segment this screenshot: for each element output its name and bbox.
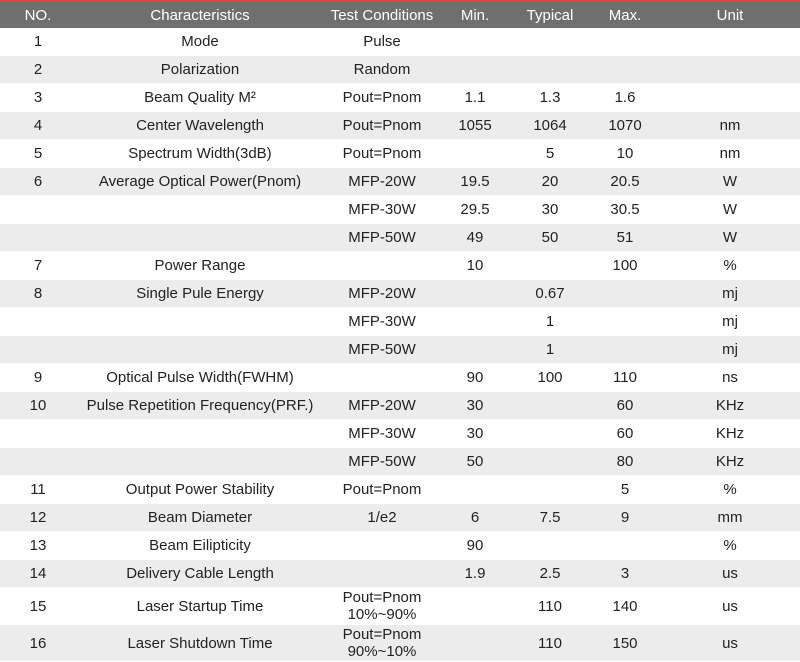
table-row — [0, 476, 800, 504]
cell-unit: % — [660, 476, 800, 504]
cell-no: 1 — [0, 28, 76, 56]
cell-max: 30.5 — [590, 196, 660, 224]
cell-characteristic: Delivery Cable Length — [76, 560, 324, 588]
cell-test-condition: MFP-30W — [324, 420, 440, 448]
specifications-table — [0, 2, 800, 662]
cell-min: 50 — [440, 448, 510, 476]
cell-unit: KHz — [660, 448, 800, 476]
cell-typical: 110 — [510, 625, 590, 662]
table-row — [0, 28, 800, 56]
table-row — [0, 420, 800, 448]
cell-typical: 2.5 — [510, 560, 590, 588]
cell-typical: 100 — [510, 364, 590, 392]
cell-characteristic — [76, 448, 324, 476]
cell-characteristic: Output Power Stability — [76, 476, 324, 504]
cell-typical — [510, 532, 590, 560]
cell-min: 49 — [440, 224, 510, 252]
cell-min — [440, 588, 510, 625]
cell-max: 5 — [590, 476, 660, 504]
cell-min — [440, 28, 510, 56]
cell-max: 80 — [590, 448, 660, 476]
cell-characteristic — [76, 336, 324, 364]
cell-characteristic: Optical Pulse Width(FWHM) — [76, 364, 324, 392]
cell-no: 4 — [0, 112, 76, 140]
cell-typical — [510, 448, 590, 476]
cell-max — [590, 28, 660, 56]
header-test-conditions: Test Conditions — [324, 2, 440, 28]
condition-line-2: 10%~90% — [347, 606, 417, 623]
cell-characteristic: Polarization — [76, 56, 324, 84]
table-row — [0, 504, 800, 532]
cell-no: 12 — [0, 504, 76, 532]
cell-min: 90 — [440, 364, 510, 392]
cell-typical: 110 — [510, 588, 590, 625]
table-row — [0, 308, 800, 336]
header-row — [0, 2, 800, 28]
cell-min: 30 — [440, 420, 510, 448]
cell-characteristic: Power Range — [76, 252, 324, 280]
cell-typical — [510, 420, 590, 448]
cell-min — [440, 308, 510, 336]
cell-characteristic: Beam Quality M² — [76, 84, 324, 112]
cell-typical — [510, 56, 590, 84]
cell-no: 5 — [0, 140, 76, 168]
cell-no: 13 — [0, 532, 76, 560]
cell-no — [0, 308, 76, 336]
cell-min: 29.5 — [440, 196, 510, 224]
cell-unit: us — [660, 625, 800, 662]
cell-unit: us — [660, 588, 800, 625]
header-min: Min. — [440, 2, 510, 28]
header-typical: Typical — [510, 2, 590, 28]
cell-test-condition: Pout=Pnom — [324, 112, 440, 140]
cell-max — [590, 308, 660, 336]
cell-unit: mm — [660, 504, 800, 532]
cell-unit — [660, 56, 800, 84]
cell-min: 10 — [440, 252, 510, 280]
cell-min: 19.5 — [440, 168, 510, 196]
cell-test-condition — [324, 560, 440, 588]
cell-unit: mj — [660, 308, 800, 336]
cell-typical: 1 — [510, 336, 590, 364]
table-row — [0, 364, 800, 392]
cell-unit: W — [660, 168, 800, 196]
cell-unit — [660, 28, 800, 56]
cell-unit: KHz — [660, 392, 800, 420]
cell-test-condition: MFP-50W — [324, 448, 440, 476]
cell-no: 9 — [0, 364, 76, 392]
cell-typical: 50 — [510, 224, 590, 252]
cell-test-condition: MFP-20W — [324, 392, 440, 420]
cell-characteristic: Mode — [76, 28, 324, 56]
table-row — [0, 196, 800, 224]
cell-min: 30 — [440, 392, 510, 420]
cell-max: 1070 — [590, 112, 660, 140]
cell-test-condition: Pout=Pnom — [324, 476, 440, 504]
table-row — [0, 280, 800, 308]
cell-characteristic: Spectrum Width(3dB) — [76, 140, 324, 168]
table-row — [0, 625, 800, 662]
cell-min: 1.1 — [440, 84, 510, 112]
cell-max: 60 — [590, 420, 660, 448]
cell-unit: nm — [660, 140, 800, 168]
cell-no: 14 — [0, 560, 76, 588]
condition-line-1: Pout=Pnom — [342, 589, 422, 606]
cell-test-condition: MFP-50W — [324, 336, 440, 364]
cell-typical: 1064 — [510, 112, 590, 140]
cell-max — [590, 336, 660, 364]
cell-characteristic: Beam Eilipticity — [76, 532, 324, 560]
table-row — [0, 560, 800, 588]
cell-characteristic: Laser Startup Time — [76, 588, 324, 625]
cell-test-condition — [324, 252, 440, 280]
cell-min — [440, 336, 510, 364]
table-row — [0, 336, 800, 364]
cell-test-condition: Pout=Pnom — [324, 140, 440, 168]
cell-min — [440, 56, 510, 84]
table-row — [0, 588, 800, 625]
cell-unit: W — [660, 224, 800, 252]
cell-test-condition: Pout=Pnom — [324, 84, 440, 112]
cell-no: 2 — [0, 56, 76, 84]
cell-unit: mj — [660, 336, 800, 364]
cell-max — [590, 280, 660, 308]
cell-max: 51 — [590, 224, 660, 252]
cell-min — [440, 476, 510, 504]
cell-characteristic: Pulse Repetition Frequency(PRF.) — [76, 392, 324, 420]
cell-min: 1055 — [440, 112, 510, 140]
cell-no: 7 — [0, 252, 76, 280]
cell-typical: 5 — [510, 140, 590, 168]
cell-typical — [510, 252, 590, 280]
cell-test-condition: Random — [324, 56, 440, 84]
cell-characteristic: Laser Shutdown Time — [76, 625, 324, 662]
cell-min: 90 — [440, 532, 510, 560]
cell-typical: 1 — [510, 308, 590, 336]
cell-typical: 20 — [510, 168, 590, 196]
cell-unit: nm — [660, 112, 800, 140]
cell-unit: us — [660, 560, 800, 588]
cell-max: 9 — [590, 504, 660, 532]
cell-unit: % — [660, 532, 800, 560]
table-row — [0, 56, 800, 84]
cell-typical: 7.5 — [510, 504, 590, 532]
table-row — [0, 140, 800, 168]
cell-characteristic — [76, 196, 324, 224]
table-row — [0, 112, 800, 140]
cell-no: 10 — [0, 392, 76, 420]
cell-characteristic — [76, 420, 324, 448]
table-row — [0, 84, 800, 112]
cell-no: 15 — [0, 588, 76, 625]
cell-unit: % — [660, 252, 800, 280]
table-row — [0, 448, 800, 476]
cell-max: 100 — [590, 252, 660, 280]
cell-no: 16 — [0, 625, 76, 662]
table-row — [0, 224, 800, 252]
cell-max — [590, 532, 660, 560]
cell-max: 3 — [590, 560, 660, 588]
cell-test-condition: MFP-20W — [324, 168, 440, 196]
cell-characteristic — [76, 224, 324, 252]
cell-characteristic: Beam Diameter — [76, 504, 324, 532]
cell-test-condition: MFP-30W — [324, 196, 440, 224]
header-max: Max. — [590, 2, 660, 28]
cell-max: 110 — [590, 364, 660, 392]
cell-test-condition: 1/e2 — [324, 504, 440, 532]
cell-max — [590, 56, 660, 84]
cell-no — [0, 448, 76, 476]
table-row — [0, 168, 800, 196]
cell-characteristic: Center Wavelength — [76, 112, 324, 140]
cell-min — [440, 140, 510, 168]
cell-unit: W — [660, 196, 800, 224]
header-unit: Unit — [660, 2, 800, 28]
table-row — [0, 252, 800, 280]
cell-typical: 0.67 — [510, 280, 590, 308]
cell-no — [0, 196, 76, 224]
cell-max: 140 — [590, 588, 660, 625]
cell-unit: mj — [660, 280, 800, 308]
table-row — [0, 392, 800, 420]
cell-no — [0, 336, 76, 364]
cell-no: 8 — [0, 280, 76, 308]
cell-max: 10 — [590, 140, 660, 168]
header-no: NO. — [0, 2, 76, 28]
cell-test-condition — [324, 625, 440, 662]
cell-max: 1.6 — [590, 84, 660, 112]
cell-test-condition — [324, 532, 440, 560]
condition-line-2: 90%~10% — [347, 643, 417, 660]
cell-unit — [660, 84, 800, 112]
cell-no: 6 — [0, 168, 76, 196]
cell-min: 6 — [440, 504, 510, 532]
cell-test-condition: MFP-30W — [324, 308, 440, 336]
header-characteristics: Characteristics — [76, 2, 324, 28]
cell-min — [440, 280, 510, 308]
cell-test-condition: Pulse — [324, 28, 440, 56]
cell-typical — [510, 28, 590, 56]
cell-typical: 1.3 — [510, 84, 590, 112]
cell-characteristic — [76, 308, 324, 336]
cell-typical: 30 — [510, 196, 590, 224]
table-row — [0, 532, 800, 560]
cell-test-condition: MFP-50W — [324, 224, 440, 252]
cell-min: 1.9 — [440, 560, 510, 588]
cell-unit: KHz — [660, 420, 800, 448]
cell-max: 20.5 — [590, 168, 660, 196]
cell-test-condition: MFP-20W — [324, 280, 440, 308]
cell-no: 11 — [0, 476, 76, 504]
cell-no: 3 — [0, 84, 76, 112]
cell-max: 60 — [590, 392, 660, 420]
cell-test-condition — [324, 364, 440, 392]
cell-characteristic: Single Pule Energy — [76, 280, 324, 308]
cell-no — [0, 224, 76, 252]
cell-typical — [510, 476, 590, 504]
cell-typical — [510, 392, 590, 420]
cell-min — [440, 625, 510, 662]
cell-max: 150 — [590, 625, 660, 662]
cell-characteristic: Average Optical Power(Pnom) — [76, 168, 324, 196]
cell-test-condition — [324, 588, 440, 625]
condition-line-1: Pout=Pnom — [342, 626, 422, 643]
cell-unit: ns — [660, 364, 800, 392]
cell-no — [0, 420, 76, 448]
